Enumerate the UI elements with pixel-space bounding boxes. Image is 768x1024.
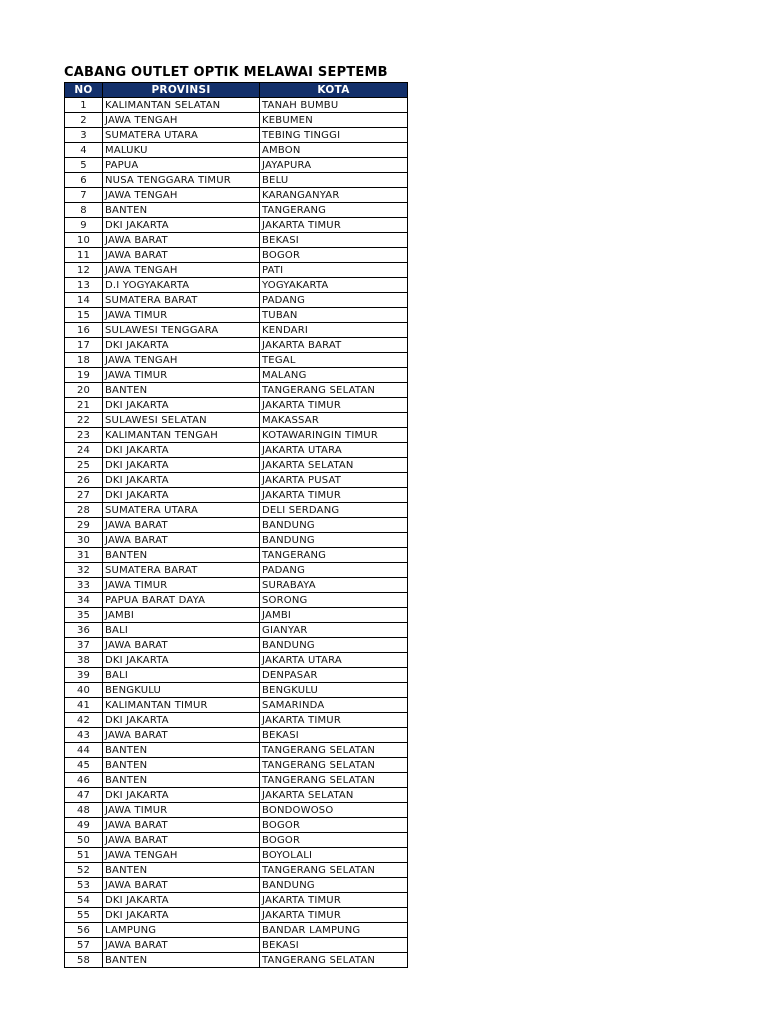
table-row [65, 503, 408, 518]
cell-no: 38 [65, 653, 103, 668]
cell-no: 7 [65, 188, 103, 203]
cell-provinsi: NUSA TENGGARA TIMUR [103, 173, 260, 188]
table-row [65, 173, 408, 188]
cell-no: 45 [65, 758, 103, 773]
cell-provinsi: BANTEN [103, 548, 260, 563]
table-row [65, 128, 408, 143]
cell-provinsi: BANTEN [103, 203, 260, 218]
cell-no: 41 [65, 698, 103, 713]
cell-no: 19 [65, 368, 103, 383]
cell-kota: BOGOR [260, 833, 408, 848]
cell-no: 47 [65, 788, 103, 803]
column-header-provinsi: PROVINSI [103, 83, 260, 98]
cell-provinsi: DKI JAKARTA [103, 488, 260, 503]
cell-provinsi: JAWA BARAT [103, 818, 260, 833]
cell-kota: JAKARTA TIMUR [260, 398, 408, 413]
cell-provinsi: JAWA BARAT [103, 248, 260, 263]
cell-kota: BANDAR LAMPUNG [260, 923, 408, 938]
cell-kota: TANGERANG SELATAN [260, 743, 408, 758]
cell-provinsi: JAWA TIMUR [103, 368, 260, 383]
table-row [65, 338, 408, 353]
cell-no: 11 [65, 248, 103, 263]
table-row [65, 203, 408, 218]
cell-provinsi: SUMATERA BARAT [103, 563, 260, 578]
cell-no: 15 [65, 308, 103, 323]
cell-kota: BANDUNG [260, 638, 408, 653]
table-row [65, 818, 408, 833]
cell-provinsi: JAWA TENGAH [103, 263, 260, 278]
cell-no: 34 [65, 593, 103, 608]
cell-no: 55 [65, 908, 103, 923]
cell-provinsi: JAWA TENGAH [103, 848, 260, 863]
cell-no: 4 [65, 143, 103, 158]
table-row [65, 938, 408, 953]
cell-no: 12 [65, 263, 103, 278]
cell-no: 3 [65, 128, 103, 143]
cell-kota: BOGOR [260, 818, 408, 833]
cell-no: 40 [65, 683, 103, 698]
cell-provinsi: JAWA BARAT [103, 638, 260, 653]
table-row [65, 953, 408, 968]
cell-provinsi: JAMBI [103, 608, 260, 623]
cell-kota: TANGERANG [260, 548, 408, 563]
cell-no: 52 [65, 863, 103, 878]
cell-provinsi: JAWA BARAT [103, 533, 260, 548]
table-row [65, 113, 408, 128]
table-row [65, 218, 408, 233]
cell-provinsi: BANTEN [103, 743, 260, 758]
table-row [65, 578, 408, 593]
cell-kota: TUBAN [260, 308, 408, 323]
table-row [65, 668, 408, 683]
table-row [65, 848, 408, 863]
table-row [65, 233, 408, 248]
cell-provinsi: BANTEN [103, 383, 260, 398]
cell-no: 31 [65, 548, 103, 563]
column-header-kota: KOTA [260, 83, 408, 98]
table-row [65, 428, 408, 443]
cell-provinsi: BANTEN [103, 953, 260, 968]
cell-kota: JAMBI [260, 608, 408, 623]
cell-no: 5 [65, 158, 103, 173]
outlet-table [64, 82, 408, 968]
cell-kota: DENPASAR [260, 668, 408, 683]
cell-no: 43 [65, 728, 103, 743]
cell-no: 49 [65, 818, 103, 833]
cell-kota: BENGKULU [260, 683, 408, 698]
cell-no: 8 [65, 203, 103, 218]
cell-provinsi: SUMATERA UTARA [103, 128, 260, 143]
cell-provinsi: BALI [103, 623, 260, 638]
cell-no: 24 [65, 443, 103, 458]
cell-provinsi: D.I YOGYAKARTA [103, 278, 260, 293]
cell-no: 25 [65, 458, 103, 473]
cell-provinsi: JAWA TENGAH [103, 353, 260, 368]
cell-kota: KEBUMEN [260, 113, 408, 128]
cell-no: 54 [65, 893, 103, 908]
table-row [65, 158, 408, 173]
table-row [65, 548, 408, 563]
cell-kota: PATI [260, 263, 408, 278]
cell-provinsi: JAWA BARAT [103, 233, 260, 248]
table-row [65, 608, 408, 623]
cell-kota: TEBING TINGGI [260, 128, 408, 143]
cell-no: 14 [65, 293, 103, 308]
cell-provinsi: JAWA TENGAH [103, 188, 260, 203]
cell-provinsi: DKI JAKARTA [103, 458, 260, 473]
cell-no: 29 [65, 518, 103, 533]
table-row [65, 398, 408, 413]
cell-no: 2 [65, 113, 103, 128]
cell-kota: GIANYAR [260, 623, 408, 638]
table-row [65, 293, 408, 308]
cell-provinsi: JAWA BARAT [103, 728, 260, 743]
cell-kota: JAKARTA SELATAN [260, 458, 408, 473]
table-row [65, 908, 408, 923]
cell-kota: PADANG [260, 563, 408, 578]
cell-kota: TANGERANG SELATAN [260, 758, 408, 773]
table-row [65, 803, 408, 818]
table-row [65, 443, 408, 458]
cell-provinsi: DKI JAKARTA [103, 788, 260, 803]
cell-kota: BONDOWOSO [260, 803, 408, 818]
cell-provinsi: KALIMANTAN TIMUR [103, 698, 260, 713]
cell-no: 50 [65, 833, 103, 848]
cell-no: 36 [65, 623, 103, 638]
cell-provinsi: JAWA TIMUR [103, 803, 260, 818]
cell-provinsi: BALI [103, 668, 260, 683]
cell-kota: BEKASI [260, 728, 408, 743]
cell-kota: JAKARTA TIMUR [260, 488, 408, 503]
cell-no: 32 [65, 563, 103, 578]
cell-provinsi: KALIMANTAN SELATAN [103, 98, 260, 113]
cell-kota: KENDARI [260, 323, 408, 338]
cell-kota: JAKARTA BARAT [260, 338, 408, 353]
table-row [65, 488, 408, 503]
table-row [65, 788, 408, 803]
cell-kota: JAKARTA UTARA [260, 443, 408, 458]
cell-provinsi: JAWA TIMUR [103, 308, 260, 323]
cell-provinsi: DKI JAKARTA [103, 473, 260, 488]
table-row [65, 533, 408, 548]
cell-no: 6 [65, 173, 103, 188]
cell-kota: TANGERANG [260, 203, 408, 218]
cell-no: 42 [65, 713, 103, 728]
cell-provinsi: JAWA TENGAH [103, 113, 260, 128]
table-row [65, 188, 408, 203]
table-row [65, 743, 408, 758]
cell-provinsi: PAPUA [103, 158, 260, 173]
cell-provinsi: JAWA BARAT [103, 518, 260, 533]
table-row [65, 923, 408, 938]
cell-kota: DELI SERDANG [260, 503, 408, 518]
cell-kota: AMBON [260, 143, 408, 158]
cell-kota: SORONG [260, 593, 408, 608]
cell-provinsi: KALIMANTAN TENGAH [103, 428, 260, 443]
cell-kota: JAYAPURA [260, 158, 408, 173]
cell-no: 23 [65, 428, 103, 443]
cell-no: 58 [65, 953, 103, 968]
cell-no: 26 [65, 473, 103, 488]
cell-kota: TANGERANG SELATAN [260, 383, 408, 398]
table-row [65, 458, 408, 473]
cell-kota: TANAH BUMBU [260, 98, 408, 113]
table-row [65, 683, 408, 698]
sheet-title: CABANG OUTLET OPTIK MELAWAI SEPTEMB [64, 65, 388, 80]
cell-no: 39 [65, 668, 103, 683]
spreadsheet [64, 64, 409, 968]
cell-kota: BOYOLALI [260, 848, 408, 863]
cell-no: 33 [65, 578, 103, 593]
cell-kota: YOGYAKARTA [260, 278, 408, 293]
cell-provinsi: SULAWESI SELATAN [103, 413, 260, 428]
table-row [65, 878, 408, 893]
cell-no: 27 [65, 488, 103, 503]
cell-no: 30 [65, 533, 103, 548]
table-row [65, 263, 408, 278]
cell-kota: JAKARTA TIMUR [260, 893, 408, 908]
table-row [65, 593, 408, 608]
table-body [65, 98, 408, 968]
cell-provinsi: BENGKULU [103, 683, 260, 698]
cell-provinsi: SUMATERA UTARA [103, 503, 260, 518]
table-row [65, 623, 408, 638]
cell-provinsi: DKI JAKARTA [103, 218, 260, 233]
cell-no: 57 [65, 938, 103, 953]
cell-provinsi: BANTEN [103, 863, 260, 878]
table-row [65, 413, 408, 428]
table-row [65, 698, 408, 713]
cell-kota: BANDUNG [260, 518, 408, 533]
table-row [65, 323, 408, 338]
table-row [65, 353, 408, 368]
cell-kota: MAKASSAR [260, 413, 408, 428]
cell-provinsi: DKI JAKARTA [103, 713, 260, 728]
table-row [65, 473, 408, 488]
table-row [65, 518, 408, 533]
cell-no: 28 [65, 503, 103, 518]
table-row [65, 98, 408, 113]
table-row [65, 653, 408, 668]
cell-provinsi: JAWA BARAT [103, 833, 260, 848]
cell-kota: BEKASI [260, 233, 408, 248]
cell-no: 46 [65, 773, 103, 788]
cell-kota: KOTAWARINGIN TIMUR [260, 428, 408, 443]
table-row [65, 278, 408, 293]
cell-no: 18 [65, 353, 103, 368]
cell-no: 1 [65, 98, 103, 113]
cell-no: 44 [65, 743, 103, 758]
cell-kota: TANGERANG SELATAN [260, 863, 408, 878]
table-row [65, 248, 408, 263]
table-row [65, 833, 408, 848]
cell-kota: JAKARTA TIMUR [260, 218, 408, 233]
cell-kota: TANGERANG SELATAN [260, 953, 408, 968]
cell-provinsi: PAPUA BARAT DAYA [103, 593, 260, 608]
cell-no: 48 [65, 803, 103, 818]
cell-no: 16 [65, 323, 103, 338]
cell-provinsi: DKI JAKARTA [103, 653, 260, 668]
column-header-no: NO [65, 83, 103, 98]
cell-no: 35 [65, 608, 103, 623]
cell-kota: TANGERANG SELATAN [260, 773, 408, 788]
table-row [65, 638, 408, 653]
cell-kota: TEGAL [260, 353, 408, 368]
table-row [65, 773, 408, 788]
cell-no: 51 [65, 848, 103, 863]
cell-kota: JAKARTA SELATAN [260, 788, 408, 803]
cell-no: 13 [65, 278, 103, 293]
cell-kota: SAMARINDA [260, 698, 408, 713]
cell-provinsi: LAMPUNG [103, 923, 260, 938]
cell-kota: PADANG [260, 293, 408, 308]
cell-provinsi: SULAWESI TENGGARA [103, 323, 260, 338]
cell-kota: KARANGANYAR [260, 188, 408, 203]
table-row [65, 383, 408, 398]
cell-provinsi: SUMATERA BARAT [103, 293, 260, 308]
table-row [65, 758, 408, 773]
cell-provinsi: BANTEN [103, 773, 260, 788]
cell-provinsi: DKI JAKARTA [103, 443, 260, 458]
table-row [65, 863, 408, 878]
table-row [65, 308, 408, 323]
table-row [65, 368, 408, 383]
cell-no: 22 [65, 413, 103, 428]
cell-no: 37 [65, 638, 103, 653]
cell-kota: BANDUNG [260, 533, 408, 548]
cell-no: 17 [65, 338, 103, 353]
cell-provinsi: DKI JAKARTA [103, 908, 260, 923]
table-row [65, 893, 408, 908]
cell-no: 56 [65, 923, 103, 938]
cell-kota: BELU [260, 173, 408, 188]
cell-provinsi: DKI JAKARTA [103, 338, 260, 353]
table-row [65, 728, 408, 743]
cell-provinsi: DKI JAKARTA [103, 398, 260, 413]
cell-kota: JAKARTA TIMUR [260, 908, 408, 923]
cell-no: 20 [65, 383, 103, 398]
header-row [65, 83, 408, 98]
cell-kota: SURABAYA [260, 578, 408, 593]
cell-kota: MALANG [260, 368, 408, 383]
cell-provinsi: BANTEN [103, 758, 260, 773]
cell-no: 10 [65, 233, 103, 248]
cell-provinsi: DKI JAKARTA [103, 893, 260, 908]
cell-provinsi: JAWA TIMUR [103, 578, 260, 593]
cell-kota: BEKASI [260, 938, 408, 953]
cell-no: 9 [65, 218, 103, 233]
table-row [65, 143, 408, 158]
cell-provinsi: JAWA BARAT [103, 938, 260, 953]
cell-no: 21 [65, 398, 103, 413]
table-row [65, 713, 408, 728]
cell-provinsi: MALUKU [103, 143, 260, 158]
table-row [65, 563, 408, 578]
cell-no: 53 [65, 878, 103, 893]
cell-kota: JAKARTA PUSAT [260, 473, 408, 488]
cell-provinsi: JAWA BARAT [103, 878, 260, 893]
cell-kota: BOGOR [260, 248, 408, 263]
cell-kota: JAKARTA TIMUR [260, 713, 408, 728]
cell-kota: JAKARTA UTARA [260, 653, 408, 668]
cell-kota: BANDUNG [260, 878, 408, 893]
